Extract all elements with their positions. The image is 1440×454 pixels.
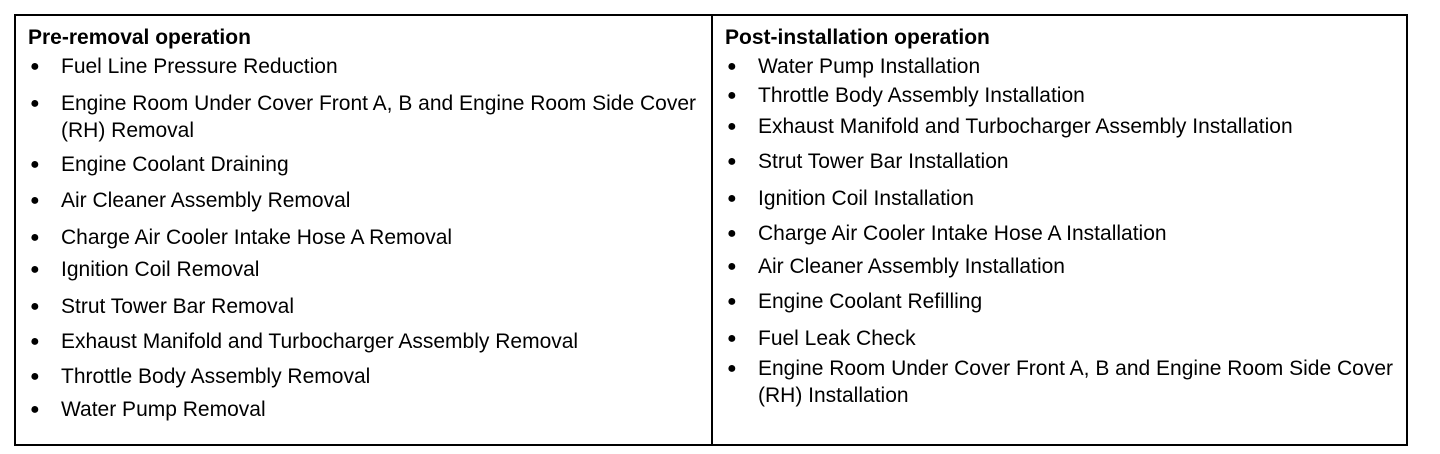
list-item-text: Strut Tower Bar Installation: [758, 150, 1009, 173]
list-item-text: Air Cleaner Assembly Removal: [61, 189, 351, 212]
list-item: [28, 328, 699, 355]
bullet-icon: ●: [727, 118, 737, 135]
list-item: [28, 151, 699, 178]
list-item: [725, 355, 1394, 409]
list-item-text: Engine Coolant Draining: [61, 153, 289, 176]
list-item: [28, 90, 699, 144]
pre-removal-list: [28, 53, 699, 423]
list-item-text: Exhaust Manifold and Turbocharger Assembly Removal: [61, 330, 579, 353]
list-item: [28, 396, 699, 423]
list-item: [725, 220, 1394, 247]
list-item-text: Fuel Leak Check: [758, 327, 916, 350]
list-item-text: Throttle Body Assembly Installation: [758, 84, 1085, 107]
operations-table: [14, 14, 1408, 446]
list-item: [28, 224, 699, 251]
list-item: [725, 253, 1394, 280]
list-item-text: Charge Air Cooler Intake Hose A Removal: [61, 226, 453, 249]
bullet-icon: ●: [727, 58, 737, 75]
list-item: [28, 53, 699, 80]
bullet-icon: ●: [30, 58, 40, 75]
list-item-text: Exhaust Manifold and Turbocharger Assembly Installation: [758, 115, 1293, 138]
bullet-icon: ●: [30, 229, 40, 246]
bullet-icon: ●: [30, 95, 40, 112]
bullet-icon: ●: [727, 360, 737, 377]
bullet-icon: ●: [30, 368, 40, 385]
list-item-text: Engine Room Under Cover Front A, B and Engine Room Side Cover (RH) Installation: [758, 357, 1393, 407]
list-item-text: Water Pump Removal: [61, 398, 266, 421]
list-item-text: Engine Room Under Cover Front A, B and Engine Room Side Cover (RH) Removal: [61, 92, 696, 142]
pre-removal-title: Pre-removal operation: [28, 26, 251, 49]
bullet-icon: ●: [727, 87, 737, 104]
bullet-icon: ●: [30, 156, 40, 173]
list-item-text: Strut Tower Bar Removal: [61, 295, 295, 318]
list-item-text: Air Cleaner Assembly Installation: [758, 255, 1065, 278]
list-item: [725, 53, 1394, 80]
pre-removal-column: [16, 16, 713, 444]
list-item-text: Charge Air Cooler Intake Hose A Installation: [758, 222, 1167, 245]
list-item: [725, 148, 1394, 175]
bullet-icon: ●: [727, 225, 737, 242]
bullet-icon: ●: [727, 330, 737, 347]
post-installation-column: [713, 16, 1406, 444]
list-item: [28, 293, 699, 320]
bullet-icon: ●: [30, 298, 40, 315]
list-item: [725, 82, 1394, 109]
list-item: [28, 187, 699, 214]
list-item-text: Throttle Body Assembly Removal: [61, 365, 371, 388]
bullet-icon: ●: [727, 293, 737, 310]
list-item: [725, 325, 1394, 352]
list-item: [725, 185, 1394, 212]
post-installation-title: Post-installation operation: [725, 26, 990, 49]
bullet-icon: ●: [30, 401, 40, 418]
list-item-text: Ignition Coil Removal: [61, 258, 260, 281]
list-item-text: Fuel Line Pressure Reduction: [61, 55, 338, 78]
list-item-text: Ignition Coil Installation: [758, 187, 974, 210]
bullet-icon: ●: [30, 261, 40, 278]
list-item-text: Water Pump Installation: [758, 55, 981, 78]
list-item: [725, 288, 1394, 315]
list-item-text: Engine Coolant Refilling: [758, 290, 983, 313]
bullet-icon: ●: [727, 190, 737, 207]
bullet-icon: ●: [727, 153, 737, 170]
bullet-icon: ●: [30, 192, 40, 209]
bullet-icon: ●: [727, 258, 737, 275]
list-item: [28, 363, 699, 390]
post-installation-list: [725, 53, 1394, 409]
list-item: [28, 256, 699, 283]
list-item: [725, 113, 1394, 140]
bullet-icon: ●: [30, 333, 40, 350]
